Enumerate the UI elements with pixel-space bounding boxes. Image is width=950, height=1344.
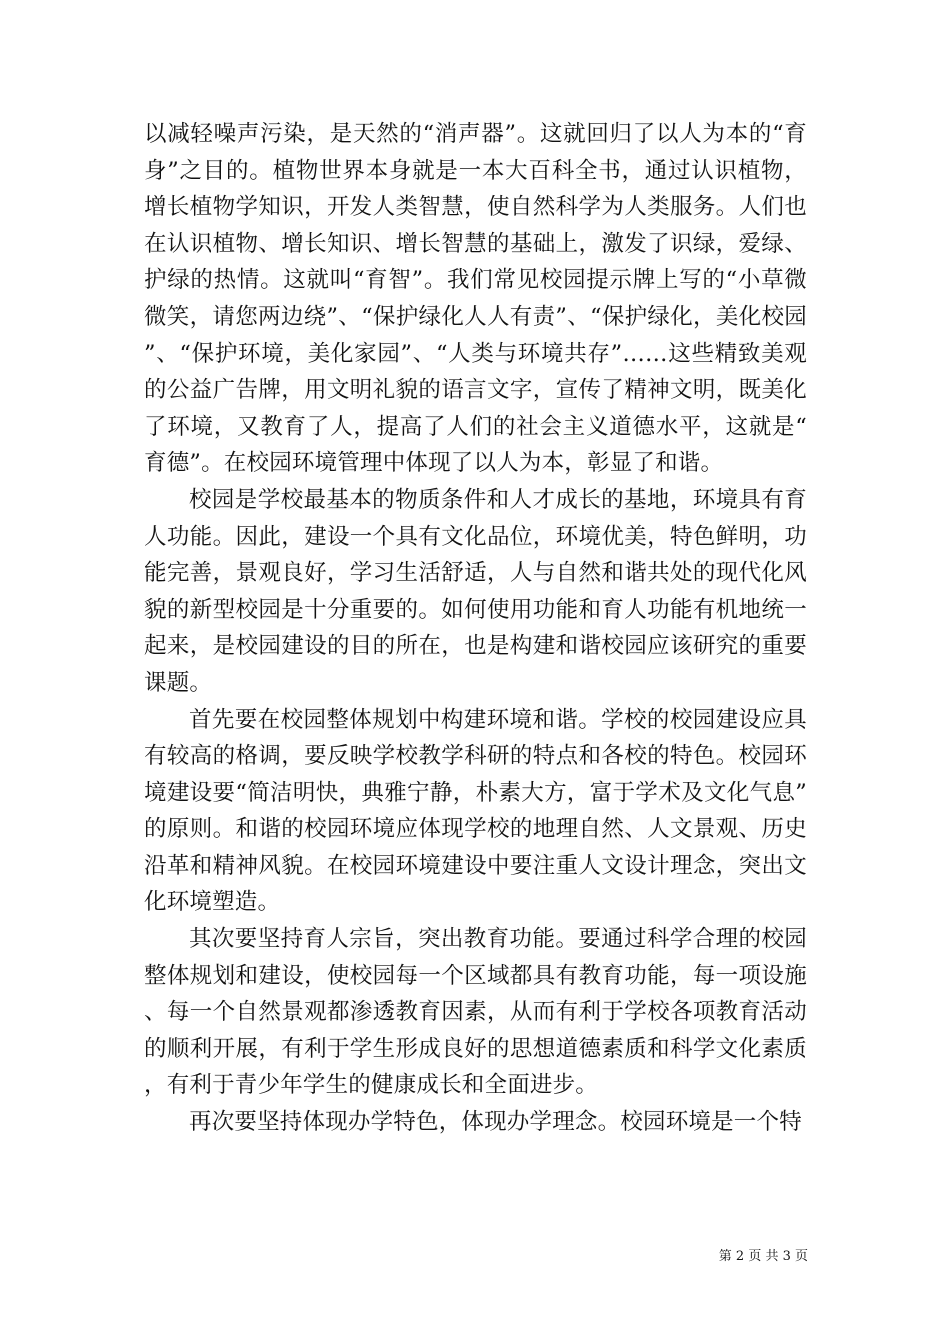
paragraph-2: 校园是学校最基本的物质条件和人才成长的基地，环境具有育人功能。因此，建设一个具有文化品位，环境优美，特色鲜明，功能完善，景观良好，学习生活舒适，人与自然和谐共处的现代化风貌的新型校园是十分重要的。如何使用功能和育人功能有机地统一起来，是校园建设的目的所在，也是构建和谐校园应该研究的重要课题。 bbox=[144, 486, 807, 696]
page-number-footer: 第 2 页 共 3 页 bbox=[718, 1249, 808, 1264]
paragraph-5: 再次要坚持体现办学特色，体现办学理念。校园环境是一个特 bbox=[189, 1109, 802, 1136]
paragraph-4: 其次要坚持育人宗旨，突出教育功能。要通过科学合理的校园整体规划和建设，使校园每一个区域都具有教育功能，每一项设施、每一个自然景观都渗透教育因素，从而有利于学校各项教育活动的顺利开展，有利于学生形成良好的思想道德素质和科学文化素质，有利于青少年学生的健康成长和全面进步。 bbox=[144, 926, 807, 1099]
body-text bbox=[144, 116, 807, 1141]
paragraph-3: 首先要在校园整体规划中构建环境和谐。学校的校园建设应具有较高的格调，要反映学校教学科研的特点和各校的特色。校园环境建设要“简洁明快，典雅宁静，朴素大方，富于学术及文化气息”的原则。和谐的校园环境应体现学校的地理自然、人文景观、历史沿革和精神风貌。在校园环境建设中要注重人文设计理念，突出文化环境塑造。 bbox=[144, 706, 807, 916]
paragraph-1: 以减轻噪声污染，是天然的“消声器”。这就回归了以人为本的“育身”之目的。植物世界本身就是一本大百科全书，通过认识植物，增长植物学知识，开发人类智慧，使自然科学为人类服务。人们也在认识植物、增长知识、增长智慧的基础上，激发了识绿，爱绿、护绿的热情。这就叫“育智”。我们常见校园提示牌上写的“小草微微笑，请您两边绕”、“保护绿化人人有责”、“保护绿化，美化校园”、“保护环境，美化家园”、“人类与环境共存”……这些精致美观的公益广告牌，用文明礼貌的语言文字，宣传了精神文明，既美化了环境，又教育了人，提高了人们的社会主义道德水平，这就是“育德”。在校园环境管理中体现了以人为本，彰显了和谐。 bbox=[144, 121, 807, 477]
